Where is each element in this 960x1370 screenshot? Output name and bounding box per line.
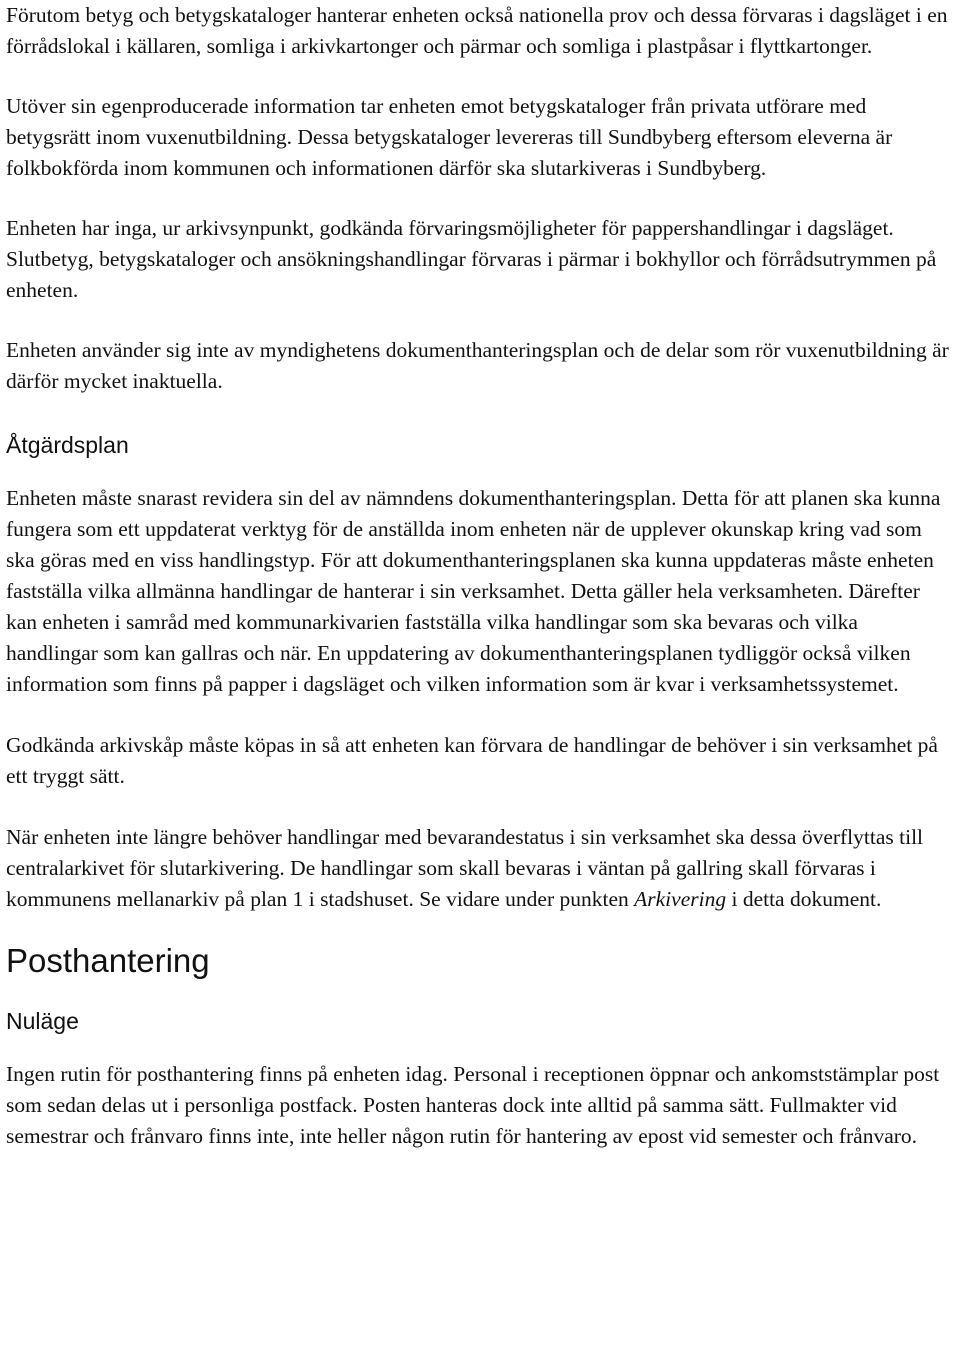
paragraph-private-providers: Utöver sin egenproducerade information tar enheten emot betygskataloger från privata utförare med betygsrätt inom vuxenutbildning. Dessa betygskataloger levereras till Sundbyberg eftersom eleverna är folkbokförda inom kommunen och informationen därför ska slutarkiveras i Sundbyberg. bbox=[6, 94, 893, 180]
paragraph-archive-cabinets: Godkända arkivskåp måste köpas in så att enheten kan förvara de handlingar de behöver i sin verksamhet på ett tryggt sätt. bbox=[6, 733, 938, 788]
heading-posthantering: Posthantering bbox=[6, 942, 210, 979]
paragraph-post-routine: Ingen rutin för posthantering finns på enheten idag. Personal i receptionen öppnar och ankomststämplar post som sedan delas ut i personliga postfack. Posten hanteras dock inte alltid på samma sätt. Fullmakter vid semestrar och frånvaro finns inte, inte heller någon rutin för hantering av epost vid semester och frånvaro. bbox=[6, 1062, 940, 1148]
paragraph-document-plan-usage: Enheten använder sig inte av myndighetens dokumenthanteringsplan och de delar som rör vuxenutbildning är därför mycket inaktuella. bbox=[6, 338, 949, 393]
paragraph-revision: Enheten måste snarast revidera sin del av nämndens dokumenthanteringsplan. Detta för att planen ska kunna fungera som ett uppdaterat verktyg för de anställda inom enheten när de upplever okunskap kring vad som ska göras med en viss handlingstyp. För att dokumenthanteringsplanen ska kunna uppdateras måste enheten fastställa vilka allmänna handlingar de hanterar i sin verksamhet. Detta gäller hela verksamheten. Därefter kan enheten i samråd med kommunarkivarien fastställa vilka handlingar som ska bevaras och vilka handlingar som kan gallras och när. En uppdatering av dokumenthanteringsplanen tydliggör också vilken information som finns på papper i dagsläget och vilken information som är kvar i verksamhetssystemet. bbox=[6, 486, 941, 696]
paragraph-transfer-text: När enheten inte längre behöver handlingar med bevarandestatus i sin verksamhet ska dessa överflyttas till centralarkivet för slutarkivering. De handlingar som skall bevaras i väntan på gallring skall förvaras i kommunens mellanarkiv på plan 1 i stadshuset. Se vidare under punkten bbox=[6, 825, 924, 911]
paragraph-national-tests: Förutom betyg och betygskataloger hanterar enheten också nationella prov och dessa förvaras i dagsläget i en förrådslokal i källaren, somliga i arkivkartonger och pärmar och somliga i plastpåsar i flyttkartonger. bbox=[6, 3, 948, 58]
paragraph-transfer-tail: i detta dokument. bbox=[726, 887, 882, 911]
heading-nulage: Nuläge bbox=[6, 1008, 79, 1034]
paragraph-storage: Enheten har inga, ur arkivsynpunkt, godkända förvaringsmöjligheter för pappershandlingar i dagsläget. Slutbetyg, betygskataloger och ansökningshandlingar förvaras i pärmar i bokhyllor och förrådsutrymmen på enheten. bbox=[6, 216, 937, 302]
heading-atgardsplan: Åtgärdsplan bbox=[6, 432, 129, 458]
document-page bbox=[6, 0, 954, 1152]
arkivering-reference: Arkivering bbox=[634, 887, 727, 911]
paragraph-transfer bbox=[6, 822, 954, 915]
